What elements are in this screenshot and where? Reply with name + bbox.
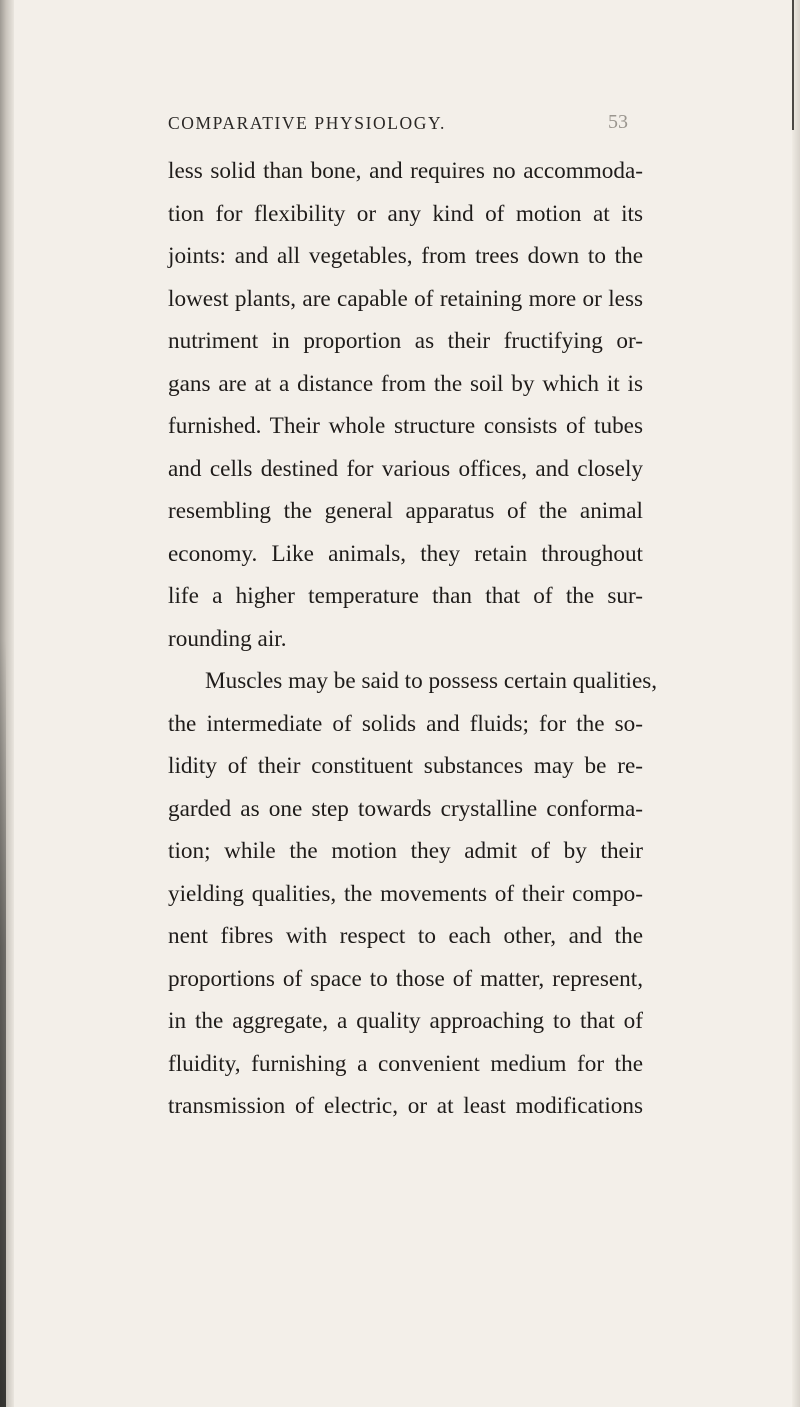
text-line: economy. Like animals, they retain throughout (168, 540, 643, 567)
text-line: transmission of electric, or at least modifications (168, 1093, 643, 1119)
text-line: garded as one step towards crystalline conforma- (168, 795, 643, 822)
body-text (168, 150, 658, 1128)
text-line: proportions of space to those of matter, represent, (168, 965, 643, 992)
text-line: fluidity, furnishing a convenient medium for the (168, 1050, 643, 1077)
text-line: nutriment in proportion as their fructifying or- (168, 328, 643, 354)
text-line: yielding qualities, the movements of their compo- (168, 880, 643, 907)
text-line: less solid than bone, and requires no accommoda- (168, 158, 643, 184)
paragraph-start-line: Muscles may be said to possess certain qualities, (205, 668, 658, 694)
page-edge-shadow (0, 640, 6, 1407)
text-line: the intermediate of solids and fluids; for the so- (168, 710, 643, 737)
text-line: nent fibres with respect to each other, and the (168, 923, 643, 949)
page-number: 53 (608, 111, 628, 133)
page-edge-line (792, 0, 794, 130)
text-line: life a higher temperature than that of the sur- (168, 583, 643, 609)
text-line: resembling the general apparatus of the animal (168, 498, 643, 524)
running-header (168, 113, 628, 143)
paragraph-end-line: rounding air. (168, 625, 287, 652)
text-line: gans are at a distance from the soil by which it is (168, 370, 643, 397)
text-line: lowest plants, are capable of retaining more or less (168, 285, 643, 312)
text-line: tion; while the motion they admit of by their (168, 838, 643, 864)
text-line: furnished. Their whole structure consists of tubes (168, 413, 643, 439)
text-line: and cells destined for various offices, and closely (168, 455, 643, 482)
running-title: COMPARATIVE PHYSIOLOGY. (168, 113, 446, 133)
text-line: joints: and all vegetables, from trees down to the (168, 243, 643, 269)
text-line: tion for flexibility or any kind of motion at its (168, 200, 643, 227)
text-line: in the aggregate, a quality approaching to that of (168, 1008, 643, 1034)
text-line: lidity of their constituent substances may be re- (168, 753, 643, 779)
page-edge-right (792, 0, 800, 1407)
